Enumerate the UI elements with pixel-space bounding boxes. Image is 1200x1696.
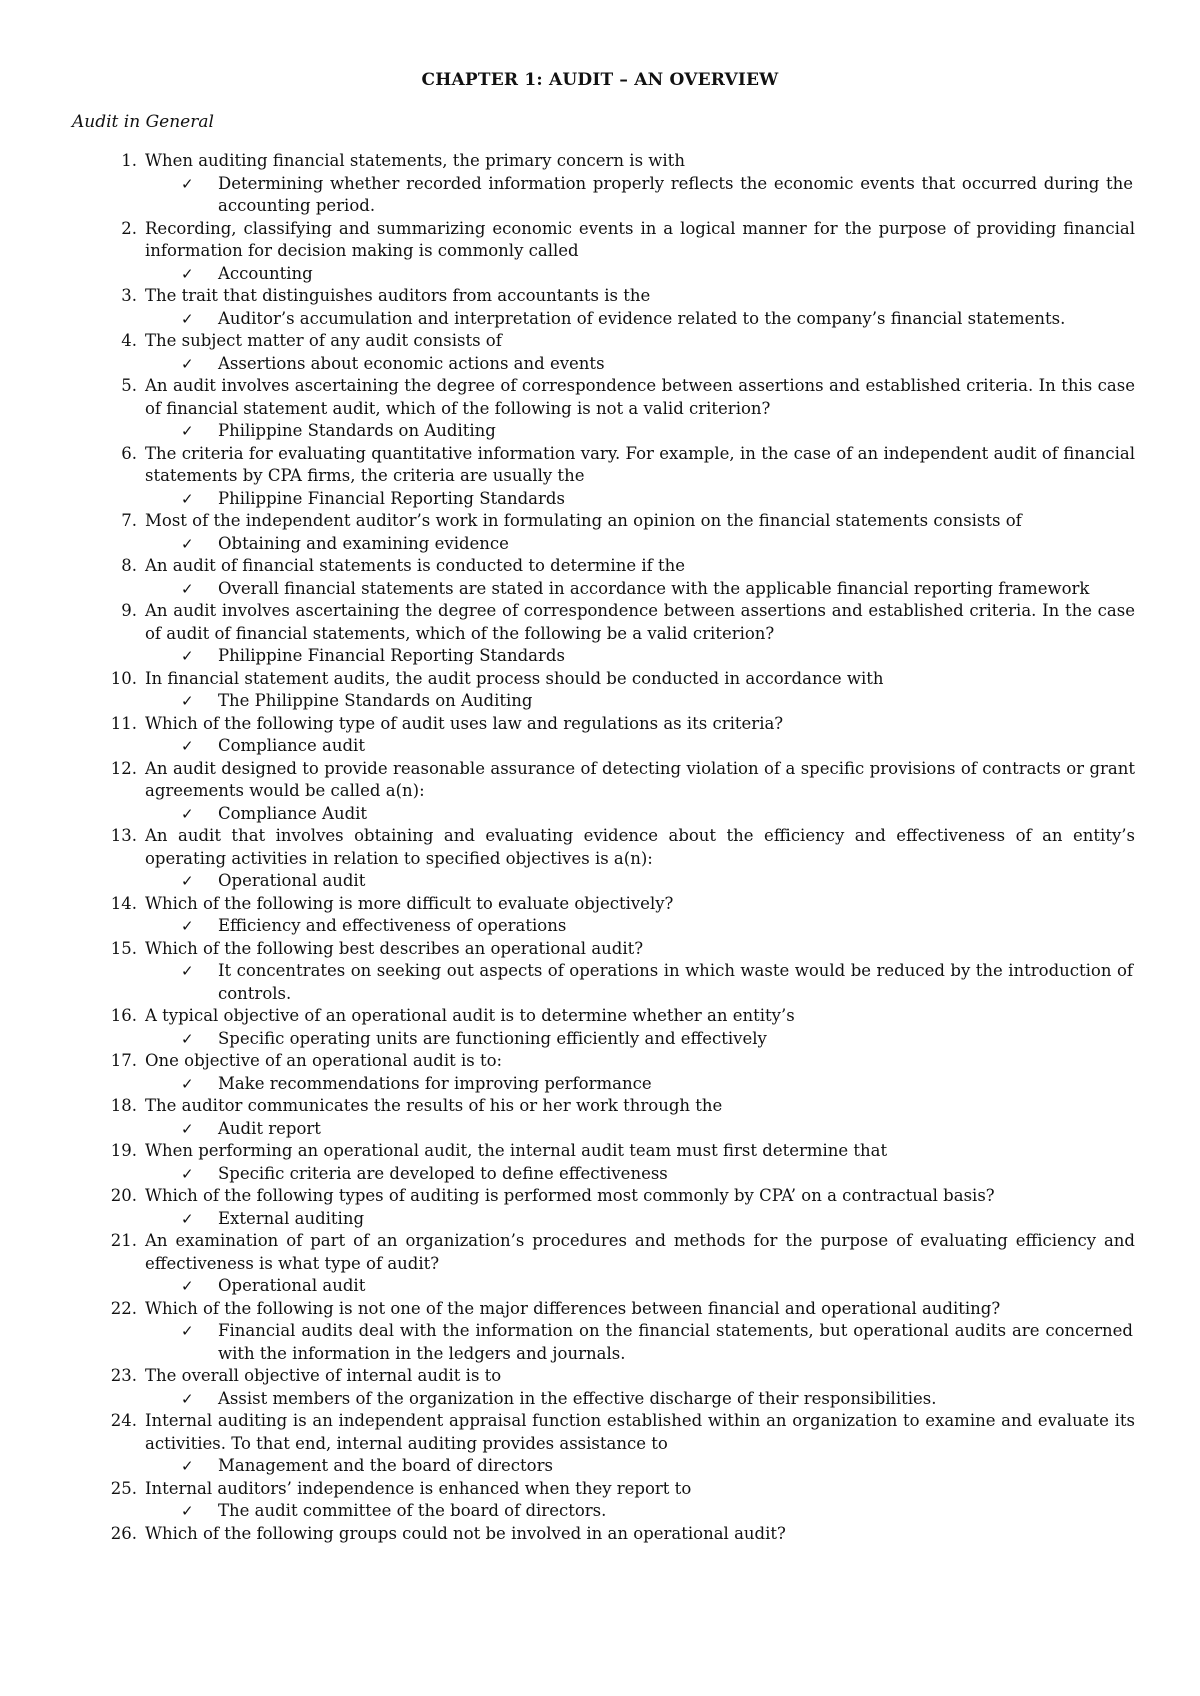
checkmark-icon: ✓ — [181, 354, 194, 373]
answer-item — [181, 1163, 1133, 1186]
question-text: An audit involves ascertaining the degree of correspondence between assertions and established criteria. In this case of financial statement audit, which of the following is not a valid criterion? — [145, 376, 1135, 418]
question-item — [110, 1365, 1135, 1388]
answer-item — [181, 353, 1133, 376]
question-text: An audit of financial statements is conducted to determine if the — [145, 556, 685, 575]
question-number: 24. — [110, 1411, 137, 1430]
question-number: 10. — [110, 668, 137, 688]
question-item — [121, 150, 1135, 173]
checkmark-icon: ✓ — [181, 309, 194, 328]
checkmark-icon: ✓ — [181, 917, 194, 935]
answer-item — [181, 1073, 1133, 1096]
answer-text: Accounting — [218, 263, 313, 283]
question-number: 17. — [110, 1051, 137, 1070]
question-number: 25. — [110, 1478, 137, 1498]
checkmark-icon: ✓ — [181, 489, 194, 508]
answer-text: Overall financial statements are stated in accordance with the applicable financial reporting framework — [218, 578, 1090, 598]
question-number: 5. — [121, 376, 137, 395]
question-text: Most of the independent auditor’s work in formulating an opinion on the financial statements consists of — [145, 511, 1022, 530]
answer-item — [181, 1275, 1133, 1298]
question-text: An audit designed to provide reasonable assurance of detecting violation of a specific provisions of contracts or grant agreements would be called a(n): — [145, 758, 1135, 800]
answer-text: Specific operating units are functioning efficiently and effectively — [218, 1028, 767, 1048]
question-text: In financial statement audits, the audit process should be conducted in accordance with — [145, 668, 884, 688]
answer-item — [181, 870, 1133, 893]
chapter-title: CHAPTER 1: AUDIT – AN OVERVIEW — [421, 70, 779, 90]
answer-item — [181, 735, 1133, 758]
question-item — [110, 938, 1135, 961]
checkmark-icon: ✓ — [181, 1164, 194, 1183]
question-number: 14. — [110, 893, 137, 913]
section-heading: Audit in General — [72, 112, 214, 132]
question-number: 22. — [110, 1298, 137, 1318]
question-number: 3. — [121, 286, 137, 305]
checkmark-icon: ✓ — [181, 1389, 194, 1408]
question-item — [110, 825, 1135, 870]
answer-item — [181, 1208, 1133, 1231]
question-text: When auditing financial statements, the primary concern is with — [145, 151, 685, 170]
question-number: 4. — [121, 331, 137, 350]
answer-item — [181, 1455, 1133, 1478]
answer-text: Audit report — [218, 1118, 321, 1138]
answer-text: Philippine Financial Reporting Standards — [218, 488, 565, 508]
question-number: 11. — [110, 713, 137, 733]
question-number: 2. — [121, 218, 137, 238]
checkmark-icon: ✓ — [181, 1277, 194, 1295]
answer-text: Philippine Standards on Auditing — [218, 421, 496, 440]
question-text: Which of the following is more difficult to evaluate objectively? — [145, 893, 674, 913]
question-number: 8. — [121, 556, 137, 575]
checkmark-icon: ✓ — [181, 692, 194, 710]
question-text: Recording, classifying and summarizing economic events in a logical manner for the purpose of providing financial information for decision making is commonly called — [145, 218, 1135, 260]
question-item — [121, 375, 1135, 420]
question-number: 18. — [110, 1096, 137, 1115]
answer-text: The Philippine Standards on Auditing — [218, 691, 533, 710]
answer-item — [181, 960, 1133, 1005]
checkmark-icon: ✓ — [181, 579, 194, 598]
checkmark-icon: ✓ — [181, 1209, 194, 1228]
question-text: The auditor communicates the results of his or her work through the — [145, 1096, 723, 1115]
question-number: 23. — [110, 1366, 137, 1385]
answer-text: Make recommendations for improving performance — [218, 1073, 652, 1093]
question-text: Internal auditing is an independent appraisal function established within an organization to examine and evaluate its activities. To that end, internal auditing provides assistance to — [145, 1411, 1135, 1453]
question-item — [121, 285, 1135, 308]
question-number: 9. — [121, 601, 137, 620]
answer-item — [181, 645, 1133, 668]
question-number: 19. — [110, 1141, 137, 1160]
answer-item — [181, 533, 1133, 556]
answer-text: Assertions about economic actions and events — [218, 353, 605, 373]
answer-text: Efficiency and effectiveness of operations — [218, 916, 567, 935]
question-text: An examination of part of an organization’s procedures and methods for the purpose of evaluating efficiency and effectiveness is what type of audit? — [145, 1231, 1135, 1273]
answer-text: Determining whether recorded information properly reflects the economic events that occurred during the accounting period. — [218, 173, 1133, 215]
question-item — [121, 218, 1135, 263]
answer-item — [181, 1500, 1133, 1523]
question-text: An audit involves ascertaining the degree of correspondence between assertions and established criteria. In the case of audit of financial statements, which of the following be a valid criterion? — [145, 601, 1135, 643]
question-text: Which of the following type of audit uses law and regulations as its criteria? — [145, 713, 784, 733]
question-text: An audit that involves obtaining and evaluating evidence about the efficiency and effectiveness of an entity’s operating activities in relation to specified objectives is a(n): — [145, 826, 1135, 868]
answer-text: The audit committee of the board of directors. — [218, 1501, 607, 1520]
checkmark-icon: ✓ — [181, 422, 194, 440]
question-list — [0, 150, 1200, 1545]
answer-text: Compliance audit — [218, 736, 365, 755]
answer-text: Specific criteria are developed to define effectiveness — [218, 1163, 668, 1183]
checkmark-icon: ✓ — [181, 1457, 194, 1475]
question-item — [110, 893, 1135, 916]
answer-text: External auditing — [218, 1208, 365, 1228]
answer-text: Philippine Financial Reporting Standards — [218, 646, 565, 665]
answer-item — [181, 915, 1133, 938]
answer-text: Operational audit — [218, 871, 366, 890]
question-item — [110, 1050, 1135, 1073]
answer-text: Obtaining and examining evidence — [218, 533, 509, 553]
answer-item — [181, 488, 1133, 511]
answer-item — [181, 1118, 1133, 1141]
answer-text: Assist members of the organization in the effective discharge of their responsibilities. — [218, 1388, 937, 1408]
answer-item — [181, 803, 1133, 826]
question-text: The subject matter of any audit consists of — [145, 331, 502, 350]
question-text: One objective of an operational audit is to: — [145, 1051, 503, 1070]
question-number: 6. — [121, 443, 137, 463]
question-item — [110, 1140, 1135, 1163]
question-item — [110, 758, 1135, 803]
checkmark-icon: ✓ — [181, 1074, 194, 1093]
checkmark-icon: ✓ — [181, 647, 194, 665]
question-text: The trait that distinguishes auditors from accountants is the — [145, 286, 651, 305]
question-text: Which of the following types of auditing is performed most commonly by CPA’ on a contractual basis? — [145, 1186, 995, 1205]
question-item — [110, 1005, 1135, 1028]
question-item — [110, 1230, 1135, 1275]
checkmark-icon: ✓ — [181, 872, 194, 890]
question-item — [121, 600, 1135, 645]
answer-text: Financial audits deal with the information on the financial statements, but operational audits are concerned with the information in the ledgers and journals. — [218, 1321, 1133, 1363]
answer-item — [181, 690, 1133, 713]
answer-item — [181, 1388, 1133, 1411]
answer-text: Auditor’s accumulation and interpretation of evidence related to the company’s financial statements. — [218, 308, 1066, 328]
answer-item — [181, 308, 1133, 331]
checkmark-icon: ✓ — [181, 1502, 194, 1520]
question-text: Which of the following is not one of the major differences between financial and operational auditing? — [145, 1298, 1001, 1318]
answer-text: Compliance Audit — [218, 803, 368, 823]
checkmark-icon: ✓ — [181, 1119, 194, 1138]
question-number: 21. — [110, 1231, 137, 1250]
question-item — [110, 1478, 1135, 1501]
question-number: 26. — [110, 1523, 137, 1543]
checkmark-icon: ✓ — [181, 962, 194, 980]
answer-item — [181, 578, 1133, 601]
answer-item — [181, 173, 1133, 218]
question-text: The overall objective of internal audit is to — [145, 1366, 502, 1385]
question-item — [110, 1185, 1135, 1208]
question-item — [110, 1523, 1135, 1546]
answer-item — [181, 420, 1133, 443]
question-text: Which of the following best describes an operational audit? — [145, 938, 644, 958]
question-number: 12. — [110, 758, 137, 778]
question-item — [110, 1410, 1135, 1455]
answer-text: Management and the board of directors — [218, 1456, 553, 1475]
question-number: 15. — [110, 938, 137, 958]
question-text: A typical objective of an operational audit is to determine whether an entity’s — [145, 1006, 795, 1025]
question-item — [121, 510, 1135, 533]
question-number: 1. — [121, 151, 137, 170]
checkmark-icon: ✓ — [181, 1322, 194, 1340]
question-number: 16. — [110, 1006, 137, 1025]
checkmark-icon: ✓ — [181, 737, 194, 755]
question-text: Which of the following groups could not be involved in an operational audit? — [145, 1523, 786, 1543]
checkmark-icon: ✓ — [181, 1029, 194, 1048]
answer-item — [181, 1028, 1133, 1051]
question-item — [121, 443, 1135, 488]
checkmark-icon: ✓ — [181, 534, 194, 553]
question-item — [110, 1298, 1135, 1321]
question-item — [110, 668, 1135, 691]
question-item — [110, 1095, 1135, 1118]
question-item — [121, 555, 1135, 578]
question-item — [121, 330, 1135, 353]
question-number: 7. — [121, 511, 137, 530]
question-text: The criteria for evaluating quantitative information vary. For example, in the case of an independent audit of financial statements by CPA firms, the criteria are usually the — [145, 443, 1135, 485]
answer-text: Operational audit — [218, 1276, 366, 1295]
question-number: 20. — [110, 1186, 137, 1205]
question-text: Internal auditors’ independence is enhanced when they report to — [145, 1478, 692, 1498]
checkmark-icon: ✓ — [181, 264, 194, 283]
answer-item — [181, 263, 1133, 286]
checkmark-icon: ✓ — [181, 174, 194, 193]
question-text: When performing an operational audit, the internal audit team must first determine that — [145, 1141, 888, 1160]
answer-text: It concentrates on seeking out aspects of operations in which waste would be reduced by the introduction of controls. — [218, 961, 1133, 1003]
question-number: 13. — [110, 826, 137, 845]
question-item — [110, 713, 1135, 736]
answer-item — [181, 1320, 1133, 1365]
checkmark-icon: ✓ — [181, 804, 194, 823]
